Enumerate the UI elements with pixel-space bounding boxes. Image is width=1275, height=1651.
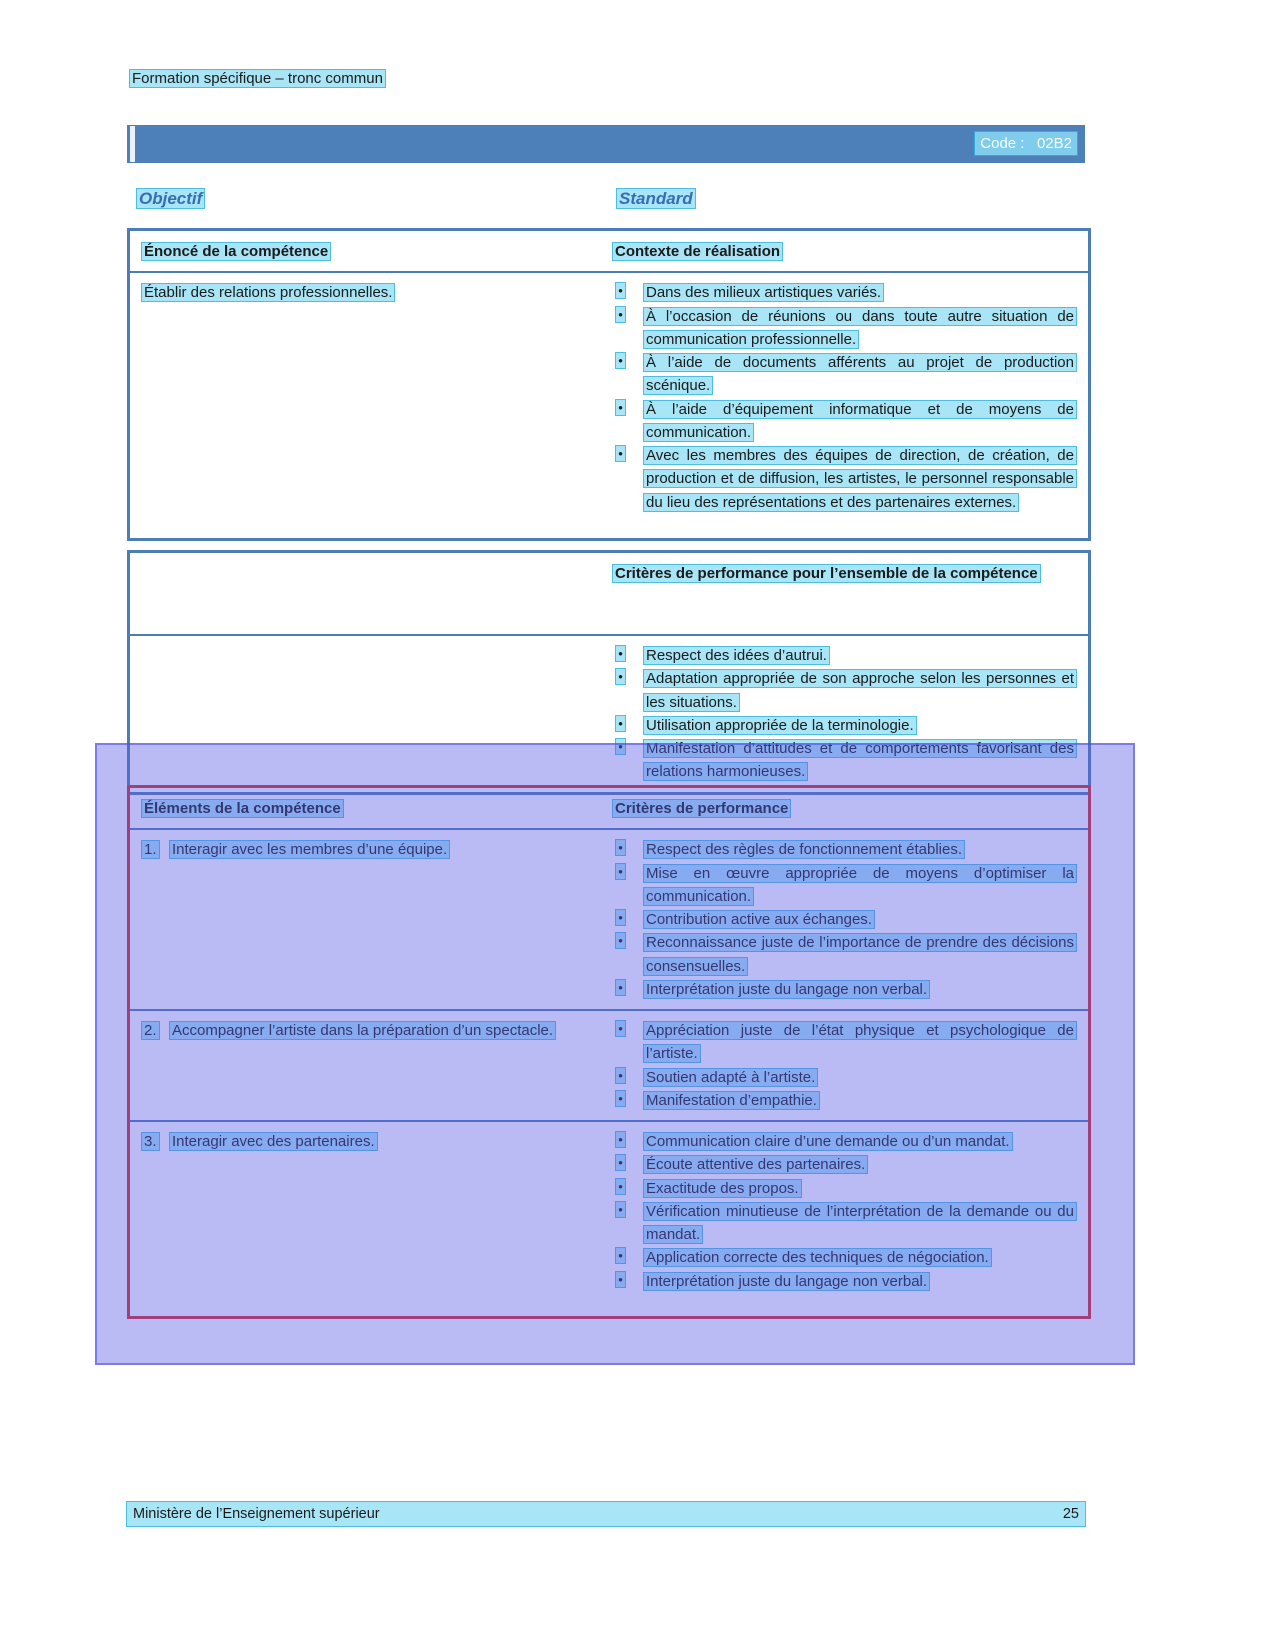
bullet-text-block [644,862,1076,909]
bullet-marker: • [618,446,623,461]
global-criteria-header-row [130,553,1088,636]
context-bullet-item [613,305,1076,352]
bullet-text: À l’aide d’équipement informatique et de moyens de communication. [646,400,1074,441]
bullet-marker: • [618,1067,623,1083]
element-row [130,830,1088,1009]
bullet-text: Interprétation juste du langage non verbal. [646,1272,928,1290]
bullet-text: Appréciation juste de l’état physique et psychologique de l’artiste. [646,1022,1074,1063]
performance-bullet-item [613,1246,1076,1269]
bullet-text-block [644,737,1076,784]
bullet-text-block [644,1019,1076,1066]
bullet-text-block [644,714,1076,737]
element-number: 2. [144,1022,157,1039]
bullet-text: Avec les membres des équipes de direction, de création, de production et de diffusion, les artistes, le personnel responsable du lieu des représentations et des partenaires externes. [646,447,1074,511]
criteria-bullet-item [613,644,1076,667]
bullet-marker: • [618,1248,623,1264]
bullet-text: Reconnaissance juste de l’importance de prendre des décisions consensuelles. [646,934,1074,975]
bullet-marker: • [618,1178,623,1194]
global-criteria-bullets-cell [600,636,1088,792]
bullet-text: Écoute attentive des partenaires. [646,1156,866,1174]
bullet-text-block [644,1200,1076,1247]
element-text: Accompagner l’artiste dans la préparation d’un spectacle. [172,1022,554,1039]
context-bullet-item [613,351,1076,398]
bullet-text-block [644,667,1076,714]
criteria-bullet-item [613,714,1076,737]
criteria-bullet-item [613,737,1076,784]
performance-bullets-cell [600,1011,1088,1120]
performance-bullet-item [613,1153,1076,1176]
bullet-text-block [644,398,1076,445]
bullet-text-block [644,281,1076,304]
performance-bullet-item [613,908,1076,931]
bullet-marker: • [618,979,623,995]
bullet-text-block [644,305,1076,352]
bullet-marker: • [618,863,623,879]
global-criteria-empty-cell [130,553,600,634]
bullet-text: Communication claire d’une demande ou d’un mandat. [646,1133,1010,1150]
bullet-text: Mise en œuvre appropriée de moyens d’optimiser la communication. [646,864,1074,905]
bullet-text-block [644,1089,1076,1112]
title-bar-edge [130,126,135,162]
bullet-text-block [644,351,1076,398]
bullet-text: À l’occasion de réunions ou dans toute autre situation de communication professionnelle. [646,307,1074,348]
bullet-marker: • [618,715,623,731]
bullet-text: Respect des règles de fonctionnement établies. [646,841,963,859]
element-cell [130,830,600,1009]
bullet-text: Adaptation appropriée de son approche selon les personnes et les situations. [646,670,1074,711]
element-row [130,1120,1088,1301]
performance-bullet-item [613,862,1076,909]
page-footer [127,1502,1085,1526]
bullet-text-block [644,1246,1076,1269]
performance-bullets-cell [600,830,1088,1009]
bullet-marker: • [618,739,623,754]
bullet-marker: • [618,399,623,415]
bullet-marker: • [618,1271,623,1287]
element-cell [130,1011,600,1120]
performance-bullet-item [613,1066,1076,1089]
footer-bar [127,1502,1085,1526]
bullet-marker: • [618,910,623,925]
bullet-text-block [644,1153,1076,1176]
section-label-text: Formation spécifique – tronc commun [132,70,383,87]
code-label: Code : 02B2 [975,132,1077,155]
standard-heading: Standard [619,189,693,208]
element-number: 3. [144,1133,157,1150]
context-bullet-item [613,281,1076,304]
performance-bullet-item [613,978,1076,1001]
competence-statement: Établir des relations professionnelles. [144,284,393,302]
objectif-heading: Objectif [139,189,203,208]
context-header-cell: Contexte de réalisation [615,243,781,260]
bullet-text: Soutien adapté à l’artiste. [646,1068,816,1086]
bullet-text: Manifestation d’empathie. [646,1091,817,1109]
competence-table-header [130,231,1088,273]
bullet-text-block [644,1066,1076,1089]
bullet-marker: • [618,1090,623,1106]
bullet-text: Contribution active aux échanges. [646,911,872,928]
element-row [130,1009,1088,1120]
bullet-marker: • [618,1021,623,1036]
element-number: 1. [144,841,157,859]
bullet-text-block [644,644,1076,667]
criteria-bullet-item [613,667,1076,714]
bullet-text-block [644,1270,1076,1293]
performance-bullets-cell [600,1122,1088,1301]
element-text-block [170,838,590,861]
bullet-marker: • [618,1201,623,1217]
element-text: Interagir avec des partenaires. [172,1133,375,1150]
competence-statement-cell [130,273,600,522]
global-criteria-empty-body-cell [130,636,600,792]
bullet-text: Respect des idées d’autrui. [646,647,827,664]
context-bullets-cell [600,273,1088,522]
title-bar [127,125,1085,163]
bullet-text-block [644,444,1076,514]
bullet-marker: • [618,669,623,685]
global-criteria-body [130,636,1088,792]
performance-bullet-item [613,931,1076,978]
global-criteria-header-cell: Critères de performance pour l’ensemble de la compétence [615,565,1038,582]
footer-page-number: 25 [1062,1506,1079,1522]
performance-bullet-item [613,1270,1076,1293]
performance-bullet-item [613,1200,1076,1247]
footer-ministry-label: Ministère de l’Enseignement supérieur [133,1506,380,1522]
bullet-text: Application correcte des techniques de négociation. [646,1249,989,1267]
bullet-text-block [644,1177,1076,1200]
bullet-text: Dans des milieux artistiques variés. [646,284,882,302]
bullet-marker: • [618,306,623,322]
bullet-text: Interprétation juste du langage non verbal. [646,980,928,998]
bullet-text-block [644,978,1076,1001]
bullet-text-block [644,908,1076,931]
performance-bullet-item [613,838,1076,861]
competence-table [127,228,1091,541]
element-text-block [170,1130,590,1153]
bullet-text-block [644,838,1076,861]
performance-bullet-item [613,1089,1076,1112]
bullet-marker: • [618,1132,623,1147]
bullet-marker: • [618,1155,623,1171]
bullet-marker: • [618,353,623,368]
performance-bullet-item [613,1019,1076,1066]
bullet-marker: • [618,840,623,856]
section-label [130,67,385,90]
bullet-marker: • [618,933,623,949]
performance-bullet-item [613,1130,1076,1153]
elements-table [127,785,1091,1319]
bullet-text: Manifestation d’attitudes et de comportements favorisant des relations harmonieuses. [646,740,1074,781]
bullet-marker: • [618,283,623,299]
element-cell [130,1122,600,1301]
bullet-marker: • [618,646,623,661]
performance-header-cell: Critères de performance [615,800,789,817]
bullet-text: Exactitude des propos. [646,1179,799,1197]
bullet-text-block [644,1130,1076,1153]
bullet-text: Vérification minutieuse de l’interprétation de la demande ou du mandat. [646,1202,1074,1243]
competence-header-cell: Énoncé de la compétence [144,243,329,260]
elements-table-header [130,788,1088,830]
competence-table-body [130,273,1088,522]
bullet-text: À l’aide de documents afférents au projet de production scénique. [646,354,1074,395]
context-bullet-item [613,444,1076,514]
bullet-text: Utilisation appropriée de la terminologie. [646,716,914,734]
element-text: Interagir avec les membres d’une équipe. [172,841,448,859]
headings-row [127,186,1085,214]
context-bullet-item [613,398,1076,445]
performance-bullet-item [613,1177,1076,1200]
bullet-text-block [644,931,1076,978]
elements-header-cell: Éléments de la compétence [144,800,341,817]
element-text-block [170,1019,590,1042]
global-criteria-table [127,550,1091,795]
